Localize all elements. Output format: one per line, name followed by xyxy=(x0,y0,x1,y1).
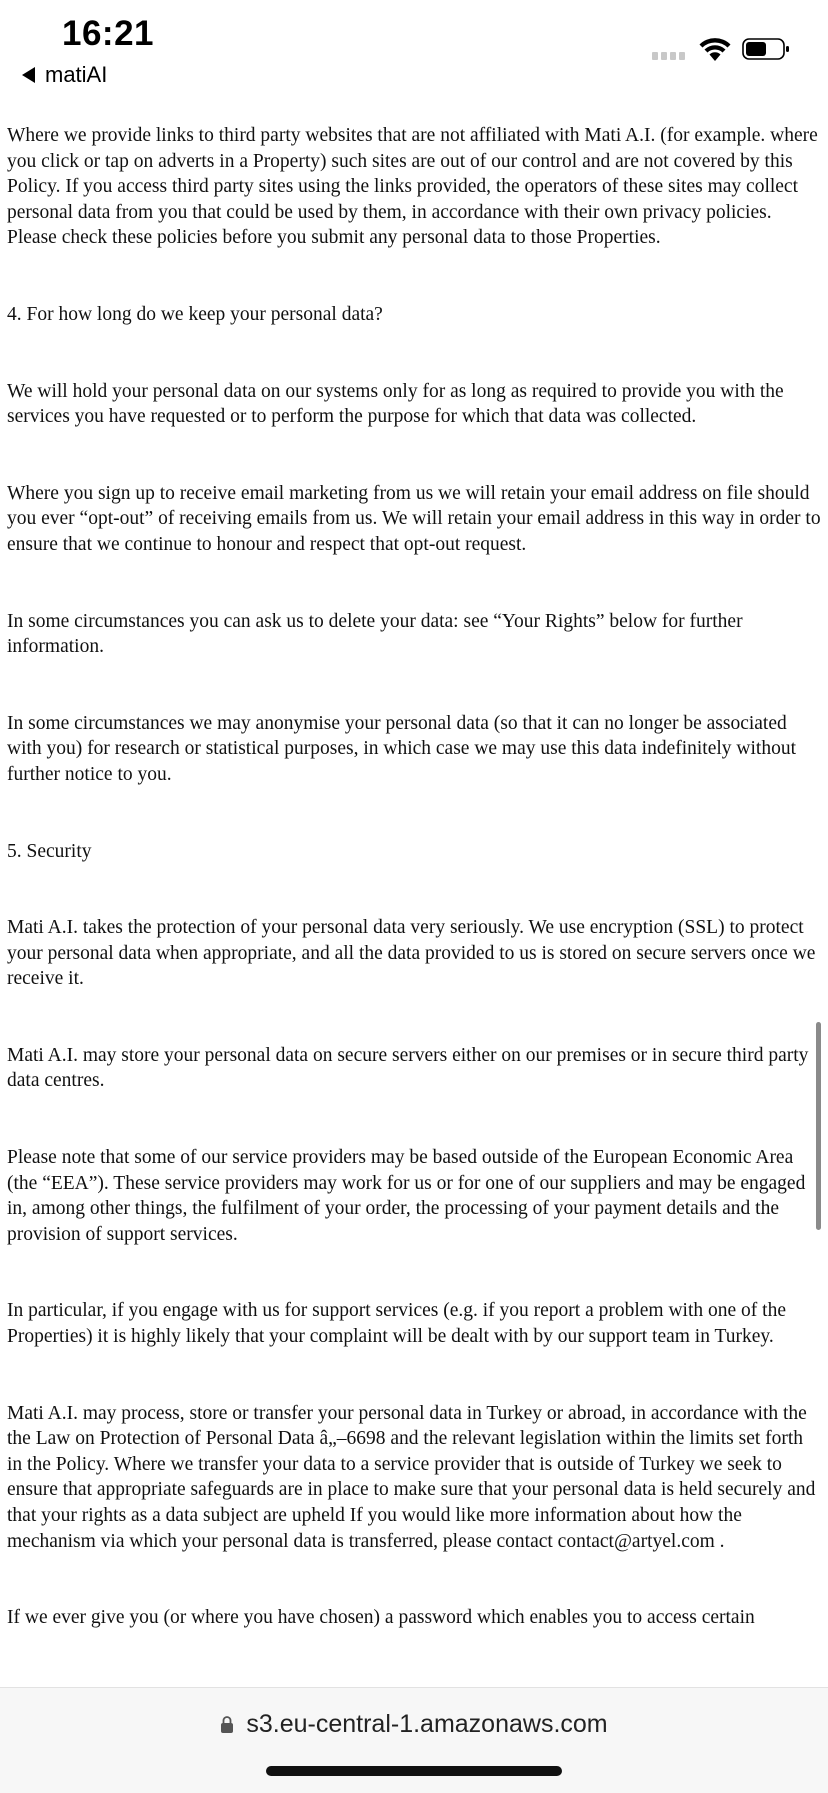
paragraph-anonymise: In some circumstances we may anonymise your personal data (so that it can no longer be associated with you) for research or statistical purposes, in which case we may use this data indefinitely without further notice to you. xyxy=(7,712,796,785)
address-bar[interactable] xyxy=(0,1710,828,1739)
wifi-icon xyxy=(698,36,732,62)
status-time: 16:21 xyxy=(62,14,155,53)
paragraph-transfer-data: Mati A.I. may process, store or transfer your personal data in Turkey or abroad, in accordance with the the Law on Protection of Personal Data â„–6698 and the relevant legislation within the limits set forth in the Policy. Where we transfer your data to a service provider that is outside of Turkey we seek to ensure that appropriate safeguards are in place to make sure that your personal data is held securely and that your rights as a data subject are upheld If you would like more information about how the mechanism via which your personal data is transferred, please contact contact@artyel.com . xyxy=(7,1402,816,1552)
cellular-signal-icon xyxy=(652,52,685,60)
url-text: s3.eu-central-1.amazonaws.com xyxy=(246,1710,608,1738)
battery-icon xyxy=(742,38,790,60)
vertical-scrollbar[interactable] xyxy=(816,1022,821,1230)
paragraph-eea-providers: Please note that some of our service providers may be based outside of the European Economic Area (the “EEA”). These service providers may work for us or for one of our suppliers and may be engaged in, among other things, the fulfilment of your order, the processing of your payment details and the provision of support services. xyxy=(7,1147,806,1245)
browser-bottom-bar xyxy=(0,1687,828,1793)
back-app-label: matiAI xyxy=(45,62,108,87)
paragraph-third-party-links: Where we provide links to third party websites that are not affiliated with Mati A.I. (for example. where you click or tap on adverts in a Property) such sites are out of our control and are not covered by this Policy. If you access third party sites using the links provided, the operators of these sites may collect personal data from you that could be used by them, in accordance with their own privacy policies. Please check these policies before you submit any personal data to those Properties. xyxy=(7,125,818,249)
home-indicator[interactable] xyxy=(266,1766,562,1776)
paragraph-support-turkey: In particular, if you engage with us for support services (e.g. if you report a problem with one of the Properties) it is highly likely that your complaint will be dealt with by our support team in Turkey. xyxy=(7,1300,786,1348)
paragraph-email-marketing: Where you sign up to receive email marketing from us we will retain your email address on file should you ever “opt-out” of receiving emails from us. We will retain your email address in this way in order to ensure that we continue to honour and respect that opt-out request. xyxy=(7,482,821,555)
paragraph-security-ssl: Mati A.I. takes the protection of your personal data very seriously. We use encryption (SSL) to protect your personal data when appropriate, and all the data provided to us is stored on secure servers once we receive it. xyxy=(7,917,816,990)
paragraph-delete-data: In some circumstances you can ask us to delete your data: see “Your Rights” below for further information. xyxy=(7,610,743,658)
heading-retention: 4. For how long do we keep your personal data? xyxy=(7,303,383,325)
lock-icon xyxy=(220,1715,234,1734)
back-to-app-button[interactable] xyxy=(22,62,107,88)
paragraph-retention-systems: We will hold your personal data on our systems only for as long as required to provide you with the services you have requested or to perform the purpose for which that data was collected. xyxy=(7,380,784,428)
back-arrow-icon xyxy=(22,67,35,83)
policy-document xyxy=(7,123,821,1682)
status-bar xyxy=(0,0,828,100)
paragraph-password: If we ever give you (or where you have chosen) a password which enables you to access certain xyxy=(7,1607,755,1629)
heading-security: 5. Security xyxy=(7,840,92,862)
paragraph-secure-servers: Mati A.I. may store your personal data on secure servers either on our premises or in secure third party data centres. xyxy=(7,1044,809,1092)
